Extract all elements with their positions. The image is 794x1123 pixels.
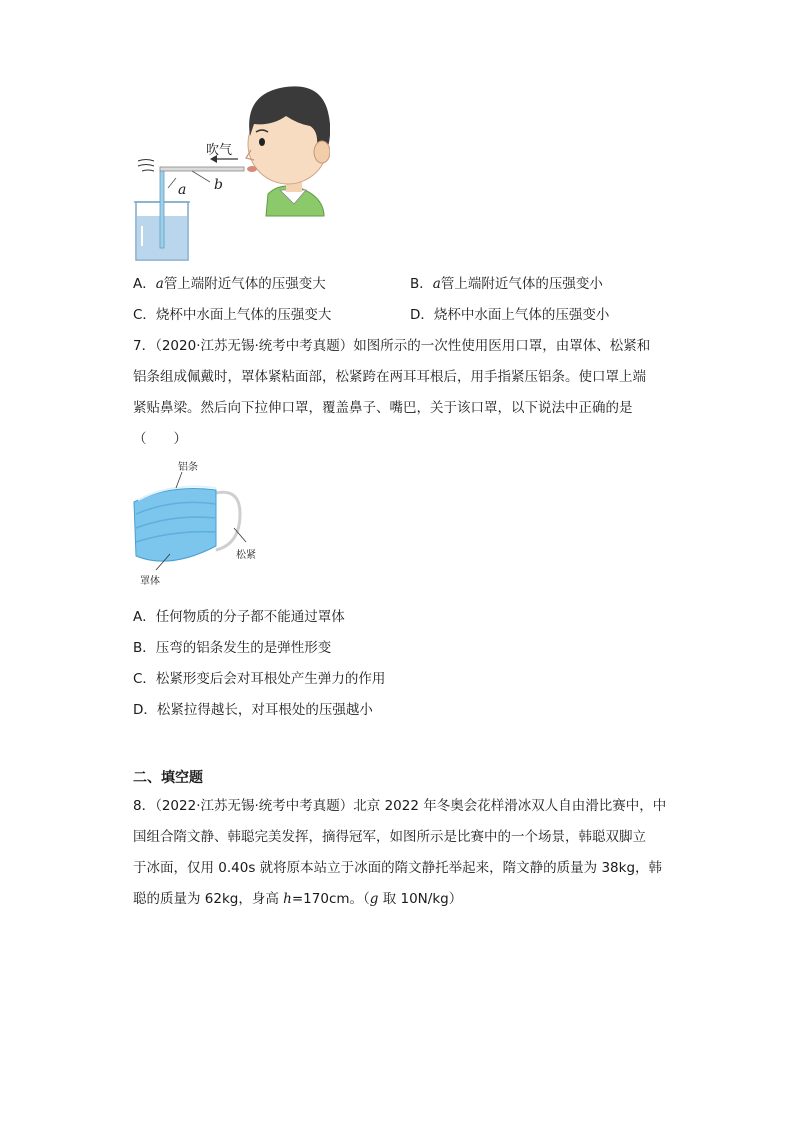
aluminum-pointer bbox=[176, 472, 182, 488]
option-var: a bbox=[432, 276, 441, 292]
option-text: 管上端附近气体的压强变小 bbox=[440, 276, 603, 292]
q6-option-a bbox=[133, 274, 326, 294]
q6-option-d: D．烧杯中水面上气体的压强变小 bbox=[410, 307, 610, 323]
straw-b-icon bbox=[160, 167, 244, 188]
q8-stem-line3: 于冰面，仅用 0.40s 就将原本站立于冰面的隋文静托举起来，隋文静的质量为 38kg，韩 bbox=[133, 860, 663, 876]
q7-option-d: D．松紧拉得越长，对耳根处的压强越小 bbox=[133, 702, 373, 718]
q8-var-h: h bbox=[283, 891, 292, 907]
label-body: 罩体 bbox=[140, 576, 160, 587]
label-aluminum: 铝条 bbox=[178, 462, 198, 473]
q7-option-a: A．任何物质的分子都不能通过罩体 bbox=[133, 609, 345, 625]
label-b: b bbox=[214, 177, 223, 193]
label-a: a bbox=[178, 182, 187, 198]
option-prefix: A． bbox=[133, 276, 156, 292]
q7-option-c: C．松紧形变后会对耳根处产生弹力的作用 bbox=[133, 671, 386, 687]
option-text: 管上端附近气体的压强变大 bbox=[163, 276, 326, 292]
airflow-icon bbox=[138, 160, 154, 172]
boy-icon bbox=[246, 86, 330, 216]
q7-option-b: B．压弯的铝条发生的是弹性形变 bbox=[133, 640, 332, 656]
section-title: 二、填空题 bbox=[133, 770, 203, 786]
straw-a-icon bbox=[160, 170, 164, 248]
q8-text: 取 10N/kg） bbox=[378, 891, 463, 907]
q7-stem-line3: 紧贴鼻梁。然后向下拉伸口罩，覆盖鼻子、嘴巴，关于该口罩，以下说法中正确的是 bbox=[133, 400, 633, 416]
q8-text: 聪的质量为 62kg，身高 bbox=[133, 891, 284, 907]
mask-icon bbox=[134, 487, 240, 562]
option-prefix: B． bbox=[410, 276, 433, 292]
q7-stem-line1: 7．（2020·江苏无锡·统考中考真题）如图所示的一次性使用医用口罩，由罩体、松紧和 bbox=[133, 338, 651, 354]
q6-option-b bbox=[410, 274, 603, 294]
q8-stem-line1: 8．（2022·江苏无锡·统考中考真题）北京 2022 年冬奥会花样滑冰双人自由滑比赛中，中 bbox=[133, 798, 667, 814]
q8-stem-line2: 国组合隋文静、韩聪完美发挥，摘得冠军，如图所示是比赛中的一个场景，韩聪双脚立 bbox=[133, 829, 646, 845]
q6-option-c: C．烧杯中水面上气体的压强变大 bbox=[133, 307, 332, 323]
mask-figure bbox=[130, 458, 280, 593]
q8-stem-line4 bbox=[133, 889, 462, 909]
label-elastic: 松紧 bbox=[236, 550, 256, 561]
option-var: a bbox=[155, 276, 164, 292]
q7-stem-line2: 铝条组成佩戴时，罩体紧粘面部，松紧跨在两耳耳根后，用手指紧压铝条。使口罩上端 bbox=[133, 369, 646, 385]
straw-experiment-figure bbox=[130, 66, 330, 266]
blow-label: 吹气 bbox=[206, 143, 233, 158]
q7-stem-line4: （ ） bbox=[133, 431, 187, 447]
q8-text: =170cm。（ bbox=[291, 891, 370, 907]
q8-var-g: g bbox=[369, 891, 379, 907]
